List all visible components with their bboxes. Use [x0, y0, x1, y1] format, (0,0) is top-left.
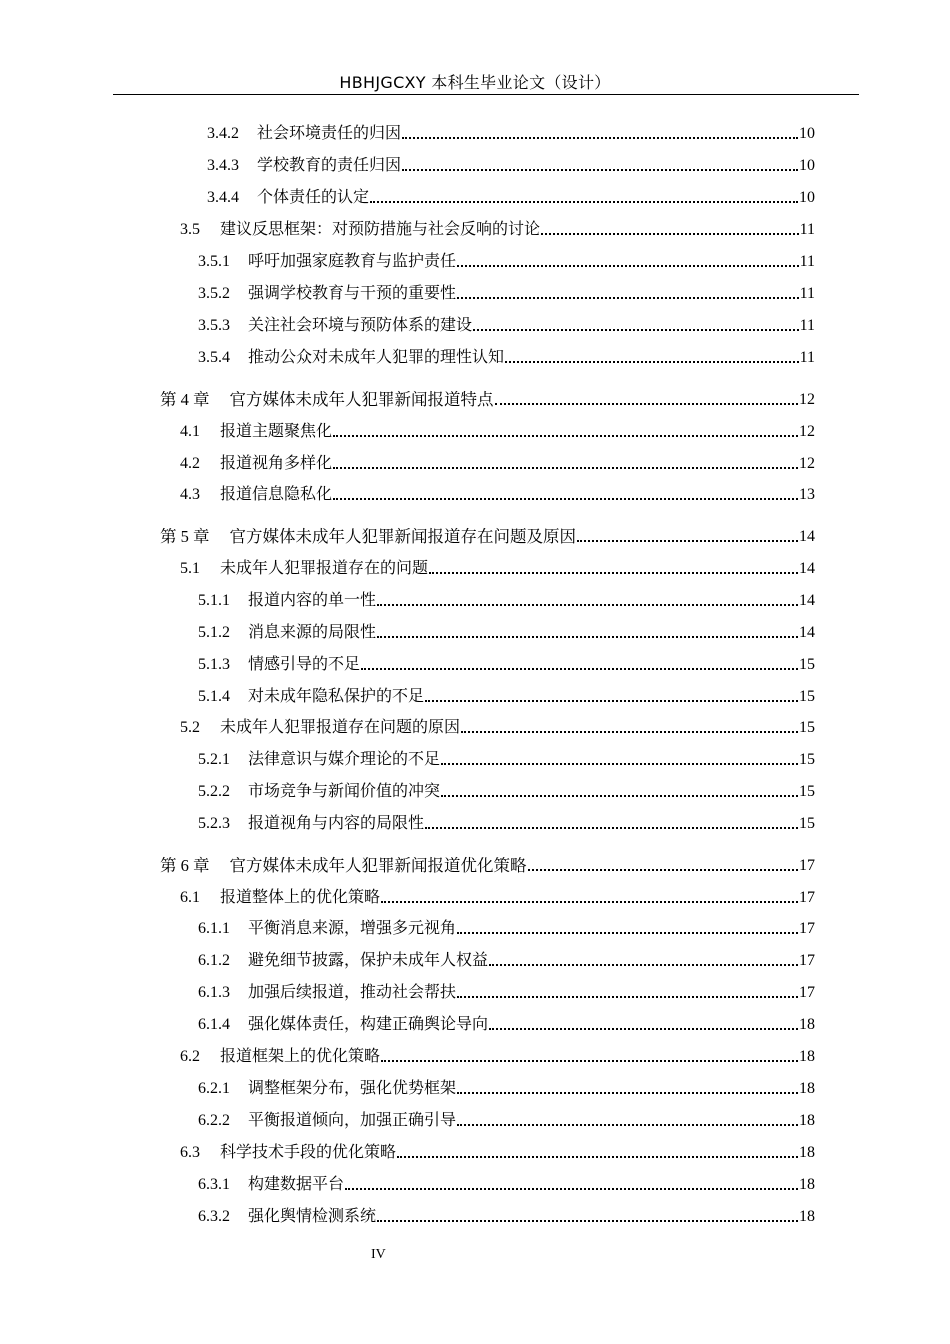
- toc-entry[interactable]: [180, 714, 815, 738]
- dot-leader: [333, 498, 798, 500]
- toc-entry-number: 6.1.4: [198, 1016, 230, 1033]
- toc-entry[interactable]: [198, 810, 815, 834]
- toc-entry-title: 未成年人犯罪报道存在问题的原因: [220, 719, 461, 736]
- toc-entry-page: 10: [799, 189, 815, 206]
- toc-entry-page: 11: [799, 349, 815, 366]
- dot-leader: [381, 1060, 798, 1062]
- toc-entry[interactable]: [180, 481, 815, 505]
- toc-entry-page: 17: [799, 920, 815, 937]
- dot-leader: [402, 169, 798, 171]
- toc-entry-title: 避免细节披露，保护未成年人权益: [248, 952, 489, 969]
- toc-entry-number: 6.2: [180, 1048, 200, 1065]
- dot-leader: [457, 297, 799, 299]
- running-header-title: HBHJGCXY 本科生毕业论文（设计）: [339, 73, 611, 92]
- toc-entry-number: 第 4 章: [160, 390, 210, 409]
- toc-entry-number: 6.1.3: [198, 984, 230, 1001]
- toc-entry[interactable]: [198, 1075, 815, 1099]
- toc-entry-title: 强化舆情检测系统: [248, 1208, 377, 1225]
- dot-leader: [377, 604, 798, 606]
- toc-entry[interactable]: [180, 450, 815, 474]
- toc-entry[interactable]: [180, 418, 815, 442]
- toc-entry[interactable]: [198, 1011, 815, 1035]
- dot-leader: [333, 435, 798, 437]
- toc-entry-title: 推动公众对未成年人犯罪的理性认知: [248, 349, 505, 366]
- toc-entry[interactable]: [207, 184, 815, 208]
- toc-entry-page: 18: [799, 1112, 815, 1129]
- dot-leader: [577, 540, 798, 542]
- toc-entry-number: 3.4.3: [207, 157, 239, 174]
- toc-entry-page: 15: [799, 751, 815, 768]
- toc-entry-title: 关注社会环境与预防体系的建设: [248, 317, 473, 334]
- toc-entry-title: 法律意识与媒介理论的不足: [248, 751, 441, 768]
- toc-chapter-entry[interactable]: [160, 386, 815, 410]
- toc-entry[interactable]: [198, 248, 815, 272]
- toc-entry-page: 12: [799, 423, 815, 440]
- toc-entry[interactable]: [180, 1139, 815, 1163]
- toc-entry-title: 官方媒体未成年人犯罪新闻报道优化策略: [229, 856, 527, 875]
- toc-entry-page: 18: [799, 1016, 815, 1033]
- dot-leader: [461, 731, 798, 733]
- toc-entry-number: 第 6 章: [160, 856, 210, 875]
- dot-leader: [370, 201, 798, 203]
- toc-entry-title: 报道内容的单一性: [248, 592, 377, 609]
- toc-entry-number: 5.1.2: [198, 624, 230, 641]
- dot-leader: [377, 636, 798, 638]
- toc-entry[interactable]: [198, 312, 815, 336]
- toc-entry-page: 11: [799, 253, 815, 270]
- toc-entry-title: 报道视角与内容的局限性: [248, 815, 425, 832]
- toc-entry-title: 消息来源的局限性: [248, 624, 377, 641]
- toc-entry[interactable]: [198, 587, 815, 611]
- toc-entry-title: 社会环境责任的归因: [257, 125, 402, 142]
- toc-entry[interactable]: [198, 915, 815, 939]
- toc-entry-title: 对未成年隐私保护的不足: [248, 688, 425, 705]
- toc-entry-number: 6.3.2: [198, 1208, 230, 1225]
- dot-leader: [441, 763, 798, 765]
- toc-entry-title: 强化媒体责任，构建正确舆论导向: [248, 1016, 489, 1033]
- toc-entry-page: 14: [799, 592, 815, 609]
- toc-entry-number: 6.1: [180, 889, 200, 906]
- toc-entry-number: 3.4.2: [207, 125, 239, 142]
- toc-entry-number: 5.2.3: [198, 815, 230, 832]
- dot-leader: [489, 1028, 798, 1030]
- toc-entry-title: 报道整体上的优化策略: [220, 889, 381, 906]
- toc-entry-title: 科学技术手段的优化策略: [220, 1144, 397, 1161]
- toc-entry-page: 15: [799, 783, 815, 800]
- dot-leader: [457, 932, 798, 934]
- dot-leader: [429, 572, 798, 574]
- toc-entry-number: 4.3: [180, 486, 200, 503]
- toc-entry-number: 6.2.1: [198, 1080, 230, 1097]
- toc-entry-title: 报道框架上的优化策略: [220, 1048, 381, 1065]
- toc-entry[interactable]: [207, 120, 815, 144]
- toc-entry-number: 3.5.1: [198, 253, 230, 270]
- toc-entry-page: 10: [799, 157, 815, 174]
- toc-entry-title: 加强后续报道，推动社会帮扶: [248, 984, 457, 1001]
- toc-entry-number: 5.2.2: [198, 783, 230, 800]
- dot-leader: [381, 901, 798, 903]
- toc-entry-number: 5.1.1: [198, 592, 230, 609]
- toc-entry[interactable]: [198, 1107, 815, 1131]
- toc-entry-title: 学校教育的责任归因: [257, 157, 402, 174]
- dot-leader: [425, 827, 798, 829]
- dot-leader: [457, 1124, 798, 1126]
- toc-entry-page: 15: [799, 688, 815, 705]
- toc-entry-number: 5.2: [180, 719, 200, 736]
- toc-entry[interactable]: [198, 947, 815, 971]
- toc-entry-number: 3.5.3: [198, 317, 230, 334]
- toc-entry[interactable]: [180, 1043, 815, 1067]
- toc-entry[interactable]: [198, 979, 815, 1003]
- toc-chapter-entry[interactable]: [160, 523, 815, 547]
- dot-leader: [361, 668, 798, 670]
- toc-entry-page: 11: [799, 285, 815, 302]
- toc-entry-page: 17: [799, 889, 815, 906]
- toc-entry[interactable]: [198, 683, 815, 707]
- toc-entry-title: 报道信息隐私化: [220, 486, 333, 503]
- toc-entry-number: 6.3.1: [198, 1176, 230, 1193]
- toc-entry-number: 6.1.1: [198, 920, 230, 937]
- toc-entry-number: 5.1: [180, 560, 200, 577]
- toc-entry[interactable]: [198, 280, 815, 304]
- toc-entry-number: 5.1.4: [198, 688, 230, 705]
- toc-entry-title: 报道主题聚焦化: [220, 423, 333, 440]
- toc-entry-page: 11: [799, 221, 815, 238]
- dot-leader: [402, 137, 798, 139]
- toc-entry-title: 调整框架分布，强化优势框架: [248, 1080, 457, 1097]
- dot-leader: [495, 403, 799, 405]
- toc-entry-page: 14: [799, 528, 815, 545]
- dot-leader: [397, 1156, 798, 1158]
- dot-leader: [457, 1092, 798, 1094]
- toc-entry-page: 17: [799, 984, 815, 1001]
- toc-entry-number: 5.1.3: [198, 656, 230, 673]
- dot-leader: [441, 795, 798, 797]
- page-number: IV: [371, 1247, 386, 1262]
- toc-entry-title: 构建数据平台: [248, 1176, 345, 1193]
- toc-entry[interactable]: [198, 619, 815, 643]
- toc-entry-page: 12: [799, 455, 815, 472]
- dot-leader: [457, 265, 799, 267]
- toc-entry-number: 3.5: [180, 221, 200, 238]
- dot-leader: [345, 1188, 798, 1190]
- toc-entry-title: 平衡消息来源，增强多元视角: [248, 920, 457, 937]
- toc-entry-number: 6.3: [180, 1144, 200, 1161]
- toc-entry-page: 14: [799, 560, 815, 577]
- toc-entry-page: 18: [799, 1080, 815, 1097]
- toc-entry-title: 官方媒体未成年人犯罪新闻报道特点: [229, 390, 494, 409]
- toc-entry[interactable]: [180, 555, 815, 579]
- dot-leader: [333, 467, 798, 469]
- toc-entry-number: 3.4.4: [207, 189, 239, 206]
- toc-chapter-entry[interactable]: [160, 852, 815, 876]
- toc-entry[interactable]: [207, 152, 815, 176]
- toc-entry-page: 15: [799, 719, 815, 736]
- toc-entry[interactable]: [180, 884, 815, 908]
- toc-entry-title: 呼吁加强家庭教育与监护责任: [248, 253, 457, 270]
- dot-leader: [425, 700, 798, 702]
- toc-entry-number: 第 5 章: [160, 527, 210, 546]
- toc-entry[interactable]: [198, 1171, 815, 1195]
- toc-entry-number: 3.5.4: [198, 349, 230, 366]
- dot-leader: [489, 964, 798, 966]
- dot-leader: [473, 329, 799, 331]
- toc-entry-page: 13: [799, 486, 815, 503]
- toc-entry-page: 18: [799, 1208, 815, 1225]
- toc-entry-page: 15: [799, 815, 815, 832]
- toc-entry-number: 3.5.2: [198, 285, 230, 302]
- toc-entry-page: 17: [799, 952, 815, 969]
- toc-entry-page: 10: [799, 125, 815, 142]
- toc-entry[interactable]: [198, 778, 815, 802]
- toc-entry-page: 18: [799, 1144, 815, 1161]
- toc-entry-title: 市场竞争与新闻价值的冲突: [248, 783, 441, 800]
- toc-entry-number: 6.1.2: [198, 952, 230, 969]
- toc-entry-page: 17: [799, 857, 815, 874]
- toc-entry-title: 官方媒体未成年人犯罪新闻报道存在问题及原因: [229, 527, 576, 546]
- toc-entry-page: 18: [799, 1176, 815, 1193]
- toc-entry-title: 报道视角多样化: [220, 455, 333, 472]
- dot-leader: [505, 361, 799, 363]
- toc-entry-number: 4.1: [180, 423, 200, 440]
- toc-entry-page: 15: [799, 656, 815, 673]
- toc-entry-title: 强调学校教育与干预的重要性: [248, 285, 457, 302]
- toc-entry-title: 未成年人犯罪报道存在的问题: [220, 560, 429, 577]
- toc-entry-title: 建议反思框架：对预防措施与社会反响的讨论: [220, 221, 541, 238]
- toc-entry-title: 情感引导的不足: [248, 656, 361, 673]
- dot-leader: [457, 996, 798, 998]
- toc-entry[interactable]: [198, 344, 815, 368]
- toc-entry-page: 18: [799, 1048, 815, 1065]
- toc-entry-number: 4.2: [180, 455, 200, 472]
- toc-entry[interactable]: [198, 651, 815, 675]
- toc-entry-page: 12: [799, 391, 815, 408]
- toc-entry[interactable]: [198, 746, 815, 770]
- dot-leader: [528, 869, 799, 871]
- toc-entry[interactable]: [198, 1203, 815, 1227]
- toc-entry-number: 5.2.1: [198, 751, 230, 768]
- toc-entry-number: 6.2.2: [198, 1112, 230, 1129]
- toc-entry-page: 11: [799, 317, 815, 334]
- toc-entry-page: 14: [799, 624, 815, 641]
- toc-entry-title: 平衡报道倾向，加强正确引导: [248, 1112, 457, 1129]
- toc-entry-title: 个体责任的认定: [257, 189, 370, 206]
- dot-leader: [377, 1220, 798, 1222]
- dot-leader: [541, 233, 799, 235]
- toc-entry[interactable]: [180, 216, 815, 240]
